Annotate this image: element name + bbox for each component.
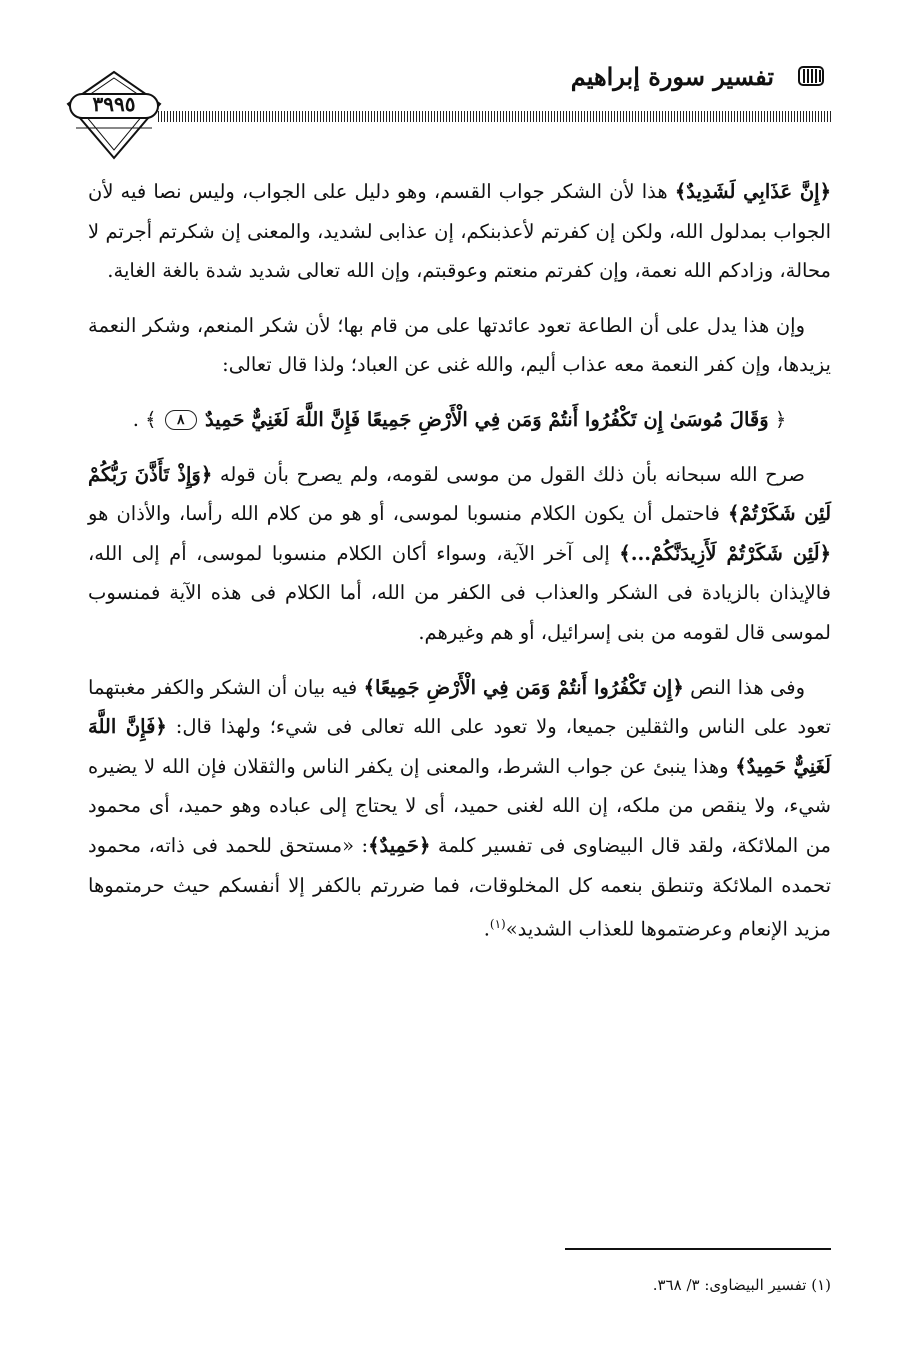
page-number: ٣٩٩٥ — [92, 92, 136, 116]
paragraph-2: وإن هذا يدل على أن الطاعة تعود عائدتها على من قام بها؛ لأن شكر المنعم، وشكر النعمة يزيدها، وإن كفر النعمة معه عذاب أليم، والله غنى عن العباد؛ ولذا قال تعالى: — [88, 313, 831, 377]
quran-quote: ﴿حَمِيدٌ﴾ — [368, 833, 431, 857]
verse-open-bracket: ﴿ — [774, 407, 787, 431]
main-text — [88, 172, 831, 964]
paragraph-1 — [88, 172, 831, 291]
paragraph-text: وفى هذا النص — [683, 675, 805, 699]
ornament-icon — [796, 64, 826, 88]
paragraph-3 — [88, 455, 831, 653]
quran-quote: ﴿لَئِن شَكَرْتُمْ لَأَزِيدَنَّكُمْ...﴾ — [619, 541, 831, 565]
page-number-frame — [66, 70, 162, 162]
paragraph-text: وهذا ينبئ عن جواب الشرط، والمعنى إن يكفر الناس والثقلان فإن الله لا يضيره شيء، ولا ينقص من ملكه، إن الله لغنى حميد، أى لا يحتاج إلى عباده وهو حميد، أى محمود من الملائكة، ولقد قال البيضاوى فى تفسير كلمة — [88, 754, 831, 857]
verse-text: وَقَالَ مُوسَىٰ إِن تَكْفُرُوا أَنتُمْ وَمَن فِي الْأَرْضِ جَمِيعًا فَإِنَّ اللَّهَ لَغَنِيٌّ حَمِيدٌ — [204, 407, 769, 431]
paragraph-text: : «مستحق للحمد فى ذاته، محمود تحمده الملائكة وتنطق بنعمه كل المخلوقات، فما ضررتم بالكفر إلا أنفسكم حيث حرمتموها مزيد الإنعام وعرضتموها للعذاب الشديد» — [88, 833, 831, 941]
running-title: تفسير سورة إبراهيم — [570, 62, 774, 91]
verse-line — [88, 400, 831, 440]
footnote-reference: (١) — [489, 917, 506, 932]
paragraph-text: . — [483, 917, 490, 941]
quran-quote: ﴿إِن تَكْفُرُوا أَنتُمْ وَمَن فِي الْأَرْضِ جَمِيعًا﴾ — [363, 675, 684, 699]
page-header — [0, 0, 919, 165]
paragraph-text: إلى آخر الآية، وسواء أكان الكلام منسوبا لموسى، أم إلى الله، فالإيذان بالزيادة فى الشكر والعذاب فى الكفر من الله، أما الكلام فى هذه الآية فمنسوب لموسى قال لقومه من بنى إسرائيل، أو هم وغيرهم. — [88, 541, 831, 644]
paragraph-text: هذا لأن الشكر جواب القسم، وهو دليل على الجواب، وليس نصا فيه لأن الجواب بمدلول الله، ولكن إن كفرتم لأعذبنكم، إن عذابى لشديد، والمعنى إن شكرتم أجرتم لا محالة، وزادكم الله نعمة، وإن كفرتم منعتم وعوقبتم، وإن الله تعالى شديد شدة بالغة الغاية. — [88, 180, 831, 283]
paragraph-text: فيه بيان أن الشكر والكفر مغبتهما تعود على الناس والثقلين جميعا، ولا تعود على الله تعالى فى شيء؛ ولهذا قال: — [88, 675, 831, 739]
paragraph-text: فاحتمل أن يكون الكلام منسوبا لموسى، أو هو من كلام الله رأسا، والأذان هو — [88, 502, 728, 526]
header-rule — [158, 111, 831, 122]
quran-quote: ﴿إِنَّ عَذَابِي لَشَدِيدٌ﴾ — [674, 180, 831, 203]
verse-close-bracket: ﴾ . — [132, 407, 157, 431]
footnote-rule — [565, 1248, 831, 1250]
paragraph-4 — [88, 668, 831, 950]
paragraph-text: صرح الله سبحانه بأن ذلك القول من موسى لقومه، ولم يصرح بأن قوله — [212, 462, 805, 486]
quran-quote: ﴿فَإِنَّ اللَّهَ لَغَنِيٌّ حَمِيدٌ﴾ — [88, 715, 831, 778]
quran-quote: ﴿وَإِذْ تَأَذَّنَ رَبُّكُمْ لَئِن شَكَرْتُمْ﴾ — [88, 462, 832, 526]
footnote: (١) تفسير البيضاوى: ٣/ ٣٦٨. — [652, 1276, 831, 1294]
ayah-number: ٨ — [165, 410, 197, 430]
